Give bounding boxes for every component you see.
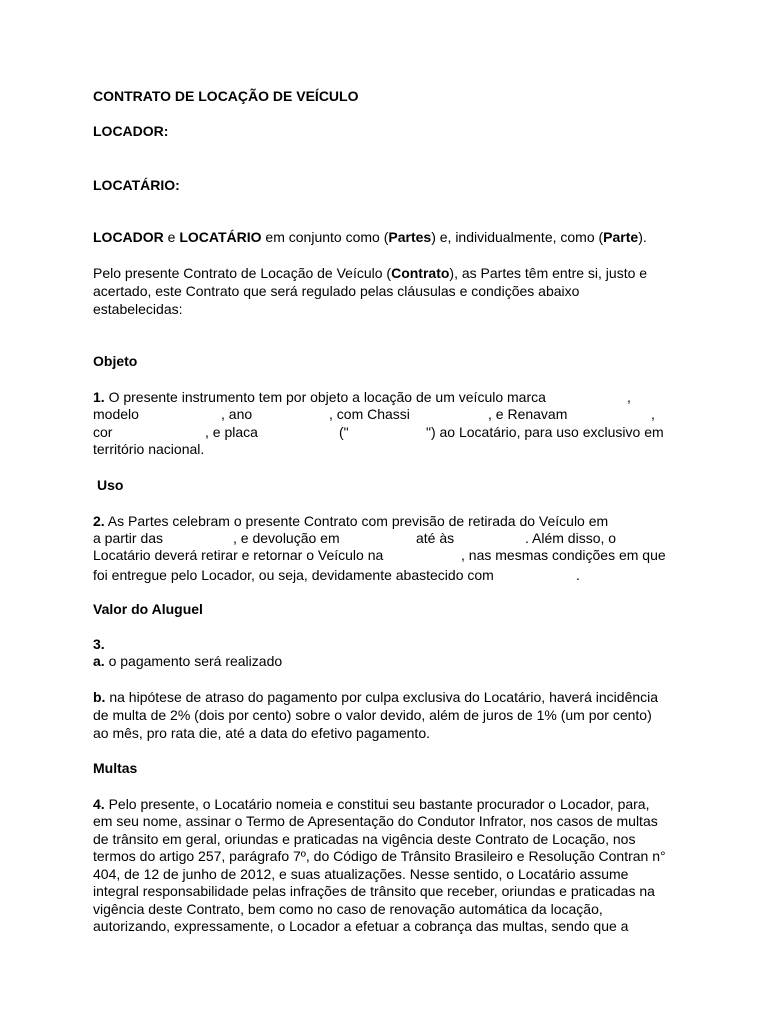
clause-1-cor: cor	[93, 424, 113, 440]
locador-label: LOCADOR:	[93, 123, 169, 139]
clause-4-line-5: 404, de 12 de junho de 2012, e suas atualizações. Nesse sentido, o Locatário assume	[93, 866, 629, 882]
clause-4-line-1: 4. Pelo presente, o Locatário nomeia e constitui seu bastante procurador o Locador, para,	[93, 796, 650, 812]
clause-4-line-4: termos do artigo 257, parágrafo 7º, do Código de Trânsito Brasileiro e Resolução Contran n°	[93, 848, 666, 864]
clause-1-quote-open: ("	[339, 424, 349, 440]
clause-1-placa: , e placa	[205, 424, 258, 440]
document-title: CONTRATO DE LOCAÇÃO DE VEÍCULO	[93, 88, 359, 104]
intro-line-3: estabelecidas:	[93, 301, 183, 317]
section-heading-objeto: Objeto	[93, 353, 138, 369]
clause-3b-line-1: b. na hipótese de atraso do pagamento por culpa exclusiva do Locatário, haverá incidência	[93, 689, 659, 705]
clause-4-line-7: vigência deste Contrato, bem como no caso de renovação automática da locação,	[93, 901, 603, 917]
clause-3a: a. o pagamento será realizado	[93, 653, 283, 669]
clause-1-line-1: 1. O presente instrumento tem por objeto a locação de um veículo marca	[93, 389, 546, 405]
clause-3-number: 3.	[93, 636, 105, 652]
clause-2-line-1: 2. As Partes celebram o presente Contrato com previsão de retirada do Veículo em	[93, 513, 609, 529]
section-heading-uso: Uso	[97, 477, 124, 493]
clause-4-line-3: de trânsito em geral, oriundas e praticadas na vigência deste Contrato de Locação, nos	[93, 831, 636, 847]
clause-4-line-6: integral responsabilidade pelas infrações de trânsito que receber, oriundas e praticadas na	[93, 883, 655, 899]
clause-2-line-4-end: .	[576, 567, 580, 583]
clause-2-line-3a: Locatário deverá retirar e retornar o Veículo na	[93, 547, 384, 563]
clause-2-line-4: foi entregue pelo Locador, ou seja, devidamente abastecido com	[93, 567, 494, 583]
clause-4-line-2: em seu nome, assinar o Termo de Apresentação do Condutor Infrator, nos casos de multas	[93, 813, 658, 829]
clause-1-modelo: modelo	[93, 406, 139, 422]
clause-2-devolucao: , e devolução em	[233, 530, 340, 546]
clause-1-ano: , ano	[221, 406, 253, 422]
clause-2-line-2-end: . Além disso, o	[525, 530, 617, 546]
parties-definition: LOCADOR e LOCATÁRIO em conjunto como (Partes) e, individualmente, como (Parte).	[93, 229, 647, 245]
clause-2-a-partir: a partir das	[93, 530, 164, 546]
intro-line-2: acertado, este Contrato que será regulado pelas cláusulas e condições abaixo	[93, 283, 580, 299]
clause-3b-line-2: de multa de 2% (dois por cento) sobre o valor devido, além de juros de 1% (um por cento)	[93, 707, 652, 723]
clause-2-line-3b: , nas mesmas condições em que	[461, 547, 666, 563]
clause-2-ate-as: até às	[416, 530, 455, 546]
clause-1-line-3-end: ") ao Locatário, para uso exclusivo em	[426, 424, 664, 440]
section-heading-multas: Multas	[93, 760, 138, 776]
section-heading-valor: Valor do Aluguel	[93, 601, 203, 617]
clause-4-line-8: autorizando, expressamente, o Locador a efetuar a cobrança das multas, sendo que a	[93, 918, 629, 934]
intro-line-1: Pelo presente Contrato de Locação de Veículo (Contrato), as Partes têm entre si, justo e	[93, 265, 648, 281]
clause-3b-line-3: ao mês, pro rata die, até a data do efetivo pagamento.	[93, 725, 430, 741]
clause-1-line-1-end: ,	[627, 389, 631, 405]
locatario-label: LOCATÁRIO:	[93, 177, 180, 193]
clause-1-line-2-end: ,	[651, 406, 655, 422]
clause-1-line-4: território nacional.	[93, 441, 205, 457]
clause-1-renavam: , e Renavam	[488, 406, 568, 422]
clause-1-chassi: , com Chassi	[329, 406, 410, 422]
